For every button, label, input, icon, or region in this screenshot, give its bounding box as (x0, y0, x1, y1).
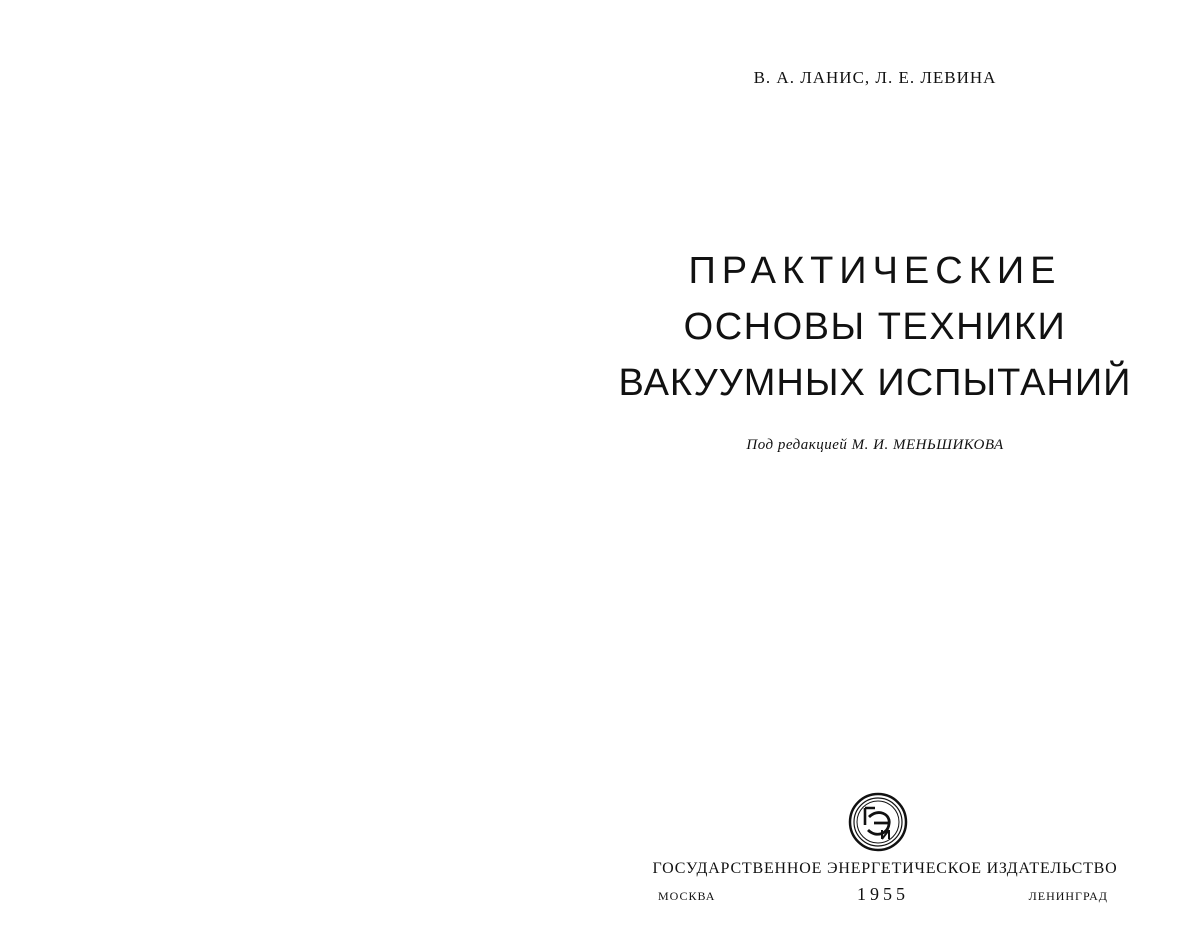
editor-credit: Под редакцией М. И. МЕНЬШИКОВА (746, 437, 1004, 453)
title-line-2: ОСНОВЫ ТЕХНИКИ (683, 306, 1067, 348)
title-line-3: ВАКУУМНЫХ ИСПЫТАНИЙ (618, 362, 1132, 404)
publisher-name: ГОСУДАРСТВЕННОЕ ЭНЕРГЕТИЧЕСКОЕ ИЗДАТЕЛЬСТВО (652, 860, 1118, 877)
book-title (600, 243, 1150, 411)
publisher-logo-icon (848, 792, 908, 852)
city-moscow: МОСКВА (658, 889, 716, 903)
title-line-1: ПРАКТИЧЕСКИЕ (688, 250, 1062, 292)
authors: В. А. ЛАНИС, Л. Е. ЛЕВИНА (753, 68, 997, 87)
city-leningrad: ЛЕНИНГРАД (1028, 889, 1108, 903)
imprint-row (658, 884, 1108, 908)
publication-year: 1955 (857, 884, 909, 904)
